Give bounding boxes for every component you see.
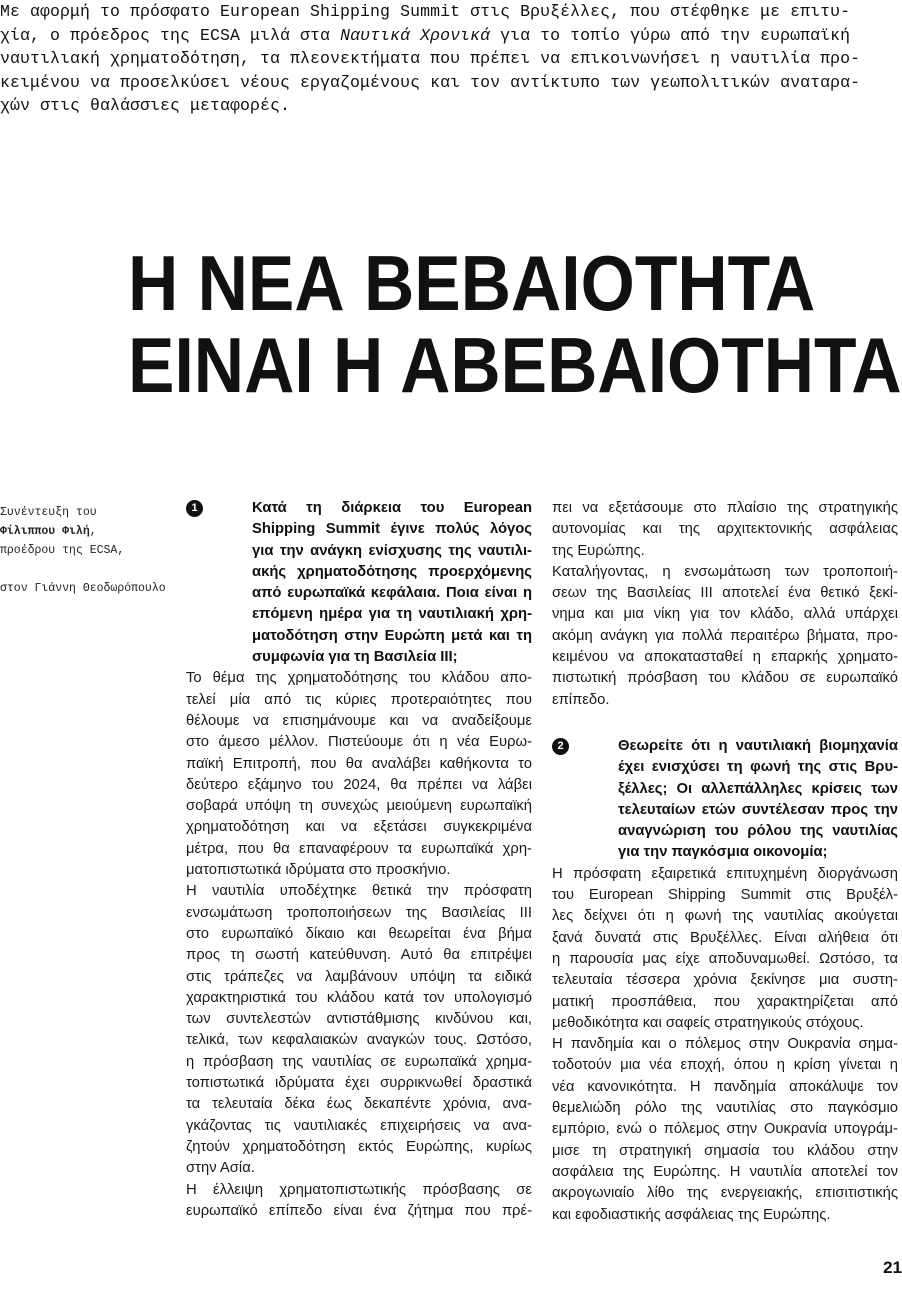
credits-interviewer: στον Γιάννη Θεοδωρόπουλο	[0, 582, 166, 595]
question-number-badge: 2	[552, 738, 569, 755]
lede-line: χών στις θαλάσσιες μεταφορές.	[0, 96, 291, 115]
lede-line: ναυτιλιακή χρηματοδότηση, τα πλεονεκτήματα που πρέπει να επικοινωνήσει η ναυτιλία προ-	[0, 49, 861, 68]
credits	[0, 503, 170, 598]
credits-interviewee-line: Φίλιππου Φιλή,	[0, 525, 97, 538]
answer-2-paragraph-1: Η πρόσφατη εξαιρετικά επιτυχημένη διοργάνωση του European Shipping Summit στις Βρυξέλ- λες δείχνει ότι η φωνή της ναυτιλίας ακούγεται ξανά δυνατά στις Βρυξέλλες. Είναι αλήθεια ότι η παρουσία μας είχε αποδυναμωθεί. Ωστόσο, τα τελευταία τέσσερα χρόνια ξεκίνησε μια συστη- ματική προσπάθεια, που χαρακτηρίζεται από μεθοδικότητα και σαφείς στρατηγικούς στόχους.	[552, 865, 898, 1031]
article-column-1	[186, 498, 532, 1222]
question-block-1	[186, 498, 532, 668]
lede-line: κειμένου να προσελκύσει νέους εργαζομένους και τον αντίκτυπο των γεωπολιτικών αναταρα-	[0, 72, 861, 92]
credits-role: προέδρου της ECSA,	[0, 544, 125, 557]
question-2: Θεωρείτε ότι η ναυτιλιακή βιομηχανία έχει ενισχύσει τη φωνή της στις Βρυ- ξέλλες; Οι αλλεπάλληλες κρίσεις των τελευταίων ετών συντέλεσαν προς την αναγνώριση του ρόλου της ναυτιλίας για την παγκόσμια οικονομία;	[618, 737, 898, 861]
article-column-2	[552, 498, 898, 1226]
lede-line: Με αφορμή το πρόσφατο European Shipping Summit στις Βρυξέλλες, που στέφθηκε με επιτυ-	[0, 2, 851, 21]
headline-line-1: Η ΝΕΑ ΒΕΒΑΙΟΤΗΤΑ	[128, 239, 816, 327]
answer-1-paragraph-4: Καταλήγοντας, η ενσωμάτωση των τροποποιή- σεων της Βασιλείας ΙΙΙ αποτελεί ένα θετικό ξεκί- νημα και μια νίκη για τον κλάδο, αλλά υπάρχει ακόμη ανάγκη για πολλά περαιτέρω βήματα, προ- κειμένου να αποκατασταθεί η επαρκής χρηματο- πιστωτική πρόσβαση του κλάδου σε ευρωπαϊκό επίπεδο.	[552, 563, 898, 708]
magazine-name: Ναυτικά Χρονικά	[340, 25, 491, 45]
lede-line: χία, ο πρόεδρος της ECSA μιλά στα Ναυτικά Χρονικά για το τοπίο γύρω από την ευρωπαϊκή	[0, 25, 851, 45]
question-block-2	[552, 736, 898, 864]
page-number: 21	[883, 1258, 902, 1277]
question-number-badge: 1	[186, 500, 203, 517]
headline	[128, 239, 902, 409]
credits-interview-label: Συνέντευξη του	[0, 506, 97, 519]
lede	[0, 0, 900, 118]
answer-1-paragraph-3-continued: πει να εξετάσουμε στο πλαίσιο της στρατηγικής αυτονομίας και της αρχιτεκτονικής ασφάλειας της Ευρώπης.	[552, 500, 898, 559]
headline-line-2: ΕΙΝΑΙ Η ΑΒΕΒΑΙΟΤΗΤΑ	[128, 321, 902, 409]
answer-2-paragraph-2: Η πανδημία και ο πόλεμος στην Ουκρανία σημα- τοδοτούν μια νέα εποχή, όπου η κρίση γίνεται η νέα κανονικότητα. Η πανδημία αποκάλυψε τον θεμελιώδη ρόλο της ναυτιλίας στο παγκόσμιο εμπόριο, ενώ ο πόλεμος στην Ουκρανία υπογράμ- μισε τη στρατηγική σημασία του κλάδου στην ασφάλεια της Ευρώπης. Η ναυτιλία αποτελεί τον ακρογωνιαίο λίθο της ενεργειακής, επισιτιστικής και εφοδιαστικής ασφάλειας της Ευρώπης.	[552, 1036, 898, 1223]
answer-1-paragraph-2: Η ναυτιλία υποδέχτηκε θετικά την πρόσφατη ενσωμάτωση τροποποιήσεων της Βασιλείας ΙΙΙ στο ευρωπαϊκό δίκαιο και θεωρείται ένα βήμα προς τη σωστή κατεύθυνση. Αυτό θα επιτρέψει στις τράπεζες να λαμβάνουν υπόψη τα ειδικά χαρακτηριστικά του κλάδου κατά τον υπολογισμό των συντελεστών αντιστάθμισης κινδύνου και, τελικά, των κεφαλαιακών αναγκών τους. Ωστόσο, η πρόσβαση της ναυτιλίας σε ευρωπαϊκά χρημα- τοπιστωτικά ιδρύματα έχει συρρικνωθεί δραστικά τα τελευταία δέκα έως δεκαπέντε χρόνια, ανα- γκάζοντας τις ναυτιλιακές επιχειρήσεις να ανα- ζητούν χρηματοδότηση εκτός Ευρώπης, κυρίως στην Ασία.	[186, 883, 532, 1177]
answer-1-paragraph-3: Η έλλειψη χρηματοπιστωτικής πρόσβασης σε ευρωπαϊκό επίπεδο είναι ένα ζήτημα που πρέ-	[186, 1181, 532, 1219]
answer-1-paragraph-1: Το θέμα της χρηματοδότησης του κλάδου απο- τελεί μία από τις κύριες προτεραιότητες που θέλουμε να επισημάνουμε και να αναδείξουμε στο άμεσο μέλλον. Πιστεύουμε ότι η νέα Ευρω- παϊκή Επιτροπή, που θα αναλάβει καθήκοντα το δεύτερο εξάμηνο του 2024, θα πρέπει να λάβει σοβαρά υπόψη τη συνεχώς μειούμενη ευρωπαϊκή χρηματοδότηση και να εξετάσει συγκεκριμένα μέτρα, που θα επαναφέρουν τα ευρωπαϊκά χρη- ματοπιστωτικά ιδρύματα στο προσκήνιο.	[186, 670, 532, 879]
credits-interviewee: Φίλιππου Φιλή	[0, 525, 90, 538]
question-1: Κατά τη διάρκεια του European Shipping Summit έγινε πολύς λόγος για την ανάγκη ενίσχυσης της ναυτιλι- ακής χρηματοδότησης προερχόμενης από ευρωπαϊκά κεφάλαια. Ποια είναι η επόμενη ημέρα για τη ναυτιλιακή χρη- ματοδότηση στην Ευρώπη μετά και τη συμφωνία για τη Βασιλεία ΙΙΙ;	[252, 500, 532, 666]
